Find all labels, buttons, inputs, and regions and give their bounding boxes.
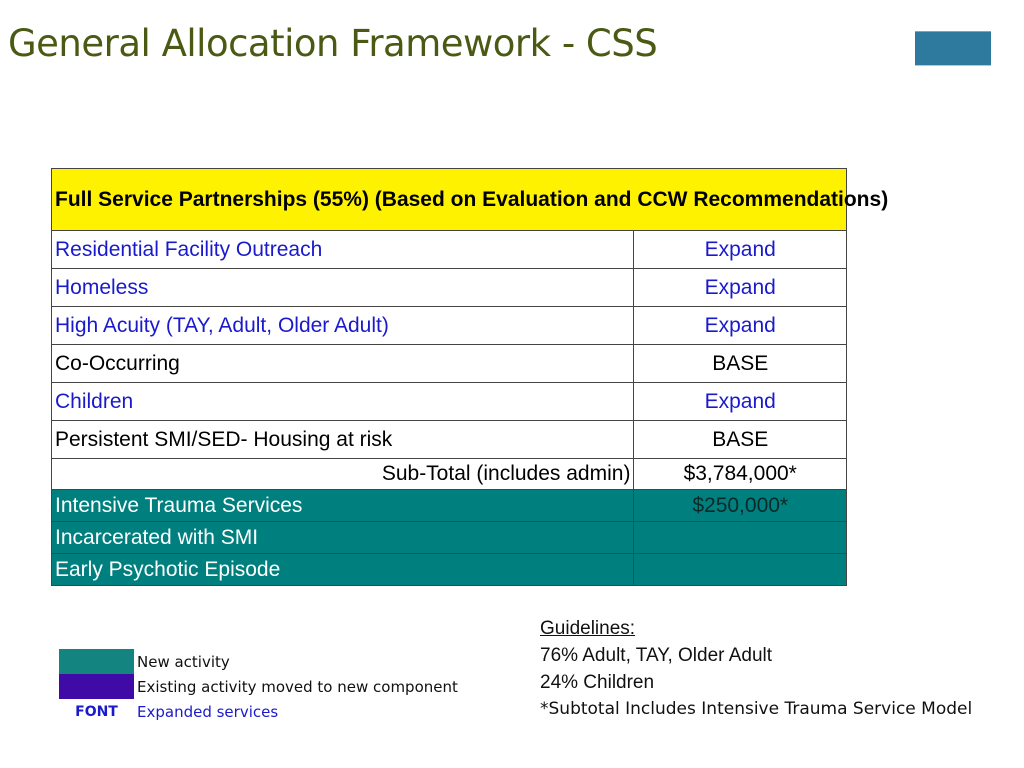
table-row [52, 345, 847, 383]
row-value [634, 554, 847, 586]
table-header-row [52, 169, 847, 231]
table-row [52, 307, 847, 345]
subtotal-label: Sub-Total (includes admin) [52, 459, 634, 490]
legend [59, 649, 458, 724]
guideline-line: 76% Adult, TAY, Older Adult [540, 645, 773, 666]
row-value: BASE [634, 421, 847, 459]
row-label: Incarcerated with SMI [52, 522, 634, 554]
allocation-table [51, 168, 889, 586]
row-label: Co-Occurring [52, 345, 634, 383]
row-label: Intensive Trauma Services [52, 490, 634, 522]
row-value [634, 522, 847, 554]
row-value: Expand [634, 383, 847, 421]
table-row-new-activity [52, 554, 847, 586]
table-row-new-activity [52, 490, 847, 522]
subtotal-value: $3,784,000* [634, 459, 847, 490]
row-label: High Acuity (TAY, Adult, Older Adult) [52, 307, 634, 345]
table-row [52, 383, 847, 421]
row-label: Persistent SMI/SED- Housing at risk [52, 421, 634, 459]
legend-label: New activity [137, 652, 230, 671]
row-label: Early Psychotic Episode [52, 554, 634, 586]
row-value: BASE [634, 345, 847, 383]
guideline-line: 24% Children [540, 672, 655, 693]
table-row-new-activity [52, 522, 847, 554]
table-header-text: Full Service Partnerships (55%) (Based on Evaluation and CCW Recommendations) [55, 187, 889, 211]
table-row [52, 231, 847, 269]
accent-block [915, 31, 991, 66]
legend-label: Existing activity moved to new component [137, 677, 458, 696]
guideline-note: *Subtotal Includes Intensive Trauma Service Model [540, 699, 973, 719]
guidelines [540, 615, 972, 723]
legend-label: Expanded services [137, 702, 279, 721]
slide-title: General Allocation Framework - CSS [8, 22, 658, 65]
subtotal-row [52, 459, 847, 490]
row-label: Children [52, 383, 634, 421]
teal-swatch [59, 649, 134, 674]
font-key: FONT [75, 703, 118, 720]
row-value: $250,000* [634, 490, 847, 522]
legend-item-existing-activity [59, 674, 458, 699]
table-row [52, 269, 847, 307]
legend-item-expanded-services [59, 699, 458, 724]
table-row [52, 421, 847, 459]
guidelines-title: Guidelines: [540, 618, 636, 639]
legend-item-new-activity [59, 649, 458, 674]
row-value: Expand [634, 269, 847, 307]
table-header-cell [52, 169, 889, 231]
row-value: Expand [634, 307, 847, 345]
row-label: Homeless [52, 269, 634, 307]
row-label: Residential Facility Outreach [52, 231, 634, 269]
purple-swatch [59, 674, 134, 699]
row-value: Expand [634, 231, 847, 269]
